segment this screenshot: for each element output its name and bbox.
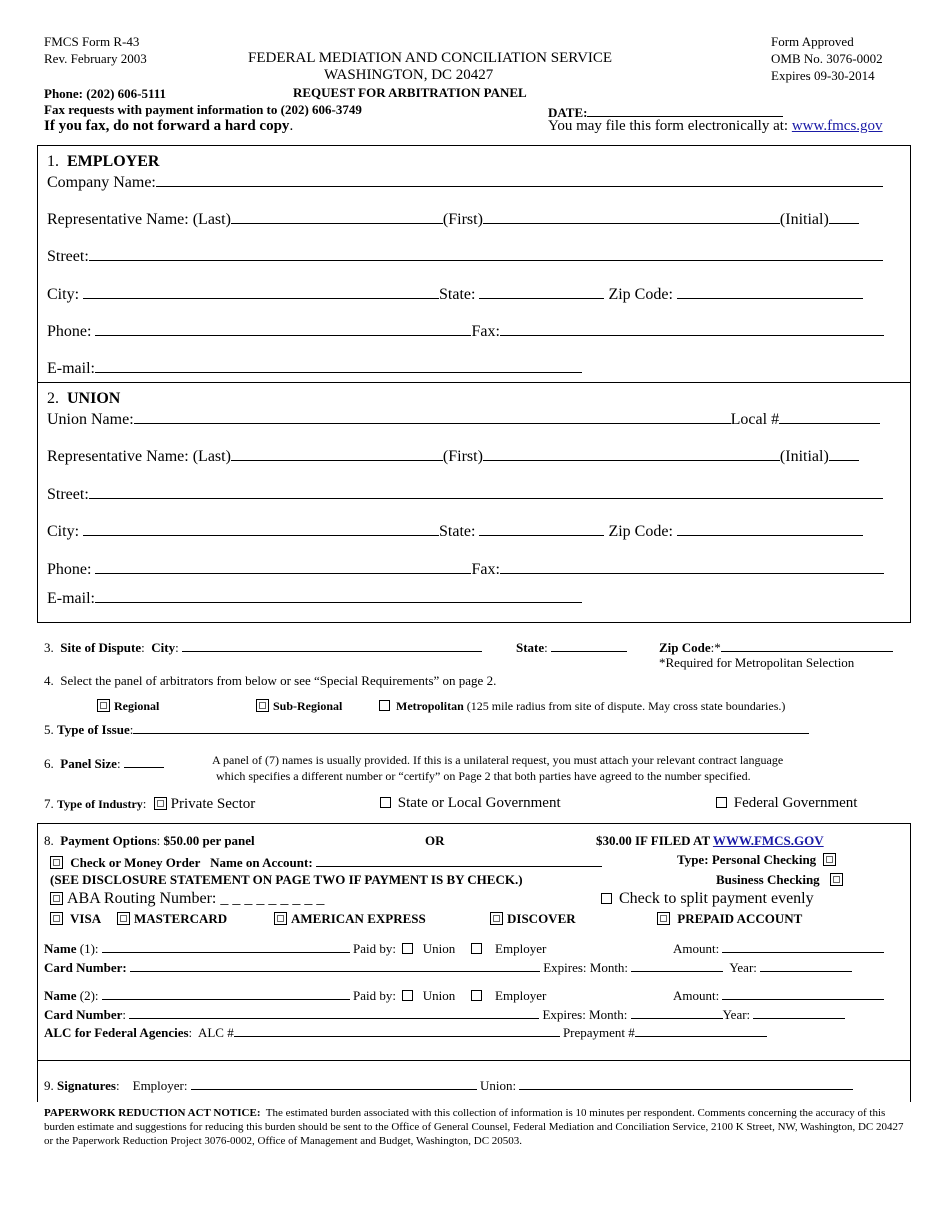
metropolitan-checkbox[interactable] — [379, 700, 390, 711]
prepaid-checkbox[interactable] — [657, 912, 670, 925]
union-zip-field[interactable] — [677, 521, 863, 536]
union-heading: 2. UNION — [47, 390, 121, 407]
union-street-field[interactable] — [89, 484, 883, 499]
employer-rep-last-field[interactable] — [231, 209, 443, 224]
name1-field[interactable] — [102, 938, 350, 953]
employer-city-field[interactable] — [83, 284, 439, 299]
issue-row: 5. Type of Issue: — [44, 719, 809, 738]
panel-row: 4. Select the panel of arbitrators from below or see “Special Requirements” on page 2. — [44, 673, 497, 688]
industry-row: 7. Type of Industry: Private Sector — [44, 796, 256, 812]
signatures-row: 9. Signatures: Employer: Union: — [44, 1075, 853, 1094]
industry-federal[interactable]: Federal Government — [713, 795, 857, 812]
employer-street-field[interactable] — [89, 246, 883, 261]
union-name-field[interactable] — [134, 409, 731, 424]
union-phone-row: Phone: Fax: — [47, 559, 884, 579]
employer-street-row: Street: — [47, 246, 883, 266]
union-email-field[interactable] — [95, 588, 582, 603]
date-label: DATE: — [548, 102, 783, 121]
prepayment-field[interactable] — [635, 1022, 767, 1037]
panel-regional[interactable]: Regional — [93, 699, 159, 714]
union-city-row: City: State: Zip Code: — [47, 521, 863, 541]
payment-online: $30.00 IF FILED AT WWW.FMCS.GOV — [596, 833, 824, 848]
alc-row: ALC for Federal Agencies: ALC # Prepayment # — [44, 1022, 767, 1041]
form-approved: Form Approved — [771, 34, 854, 49]
union-name-row: Union Name: Local # — [47, 409, 880, 429]
name2-field[interactable] — [102, 985, 350, 1000]
site-row: 3. Site of Dispute: City: — [44, 637, 482, 656]
union-rep-initial-field[interactable] — [829, 446, 859, 461]
revision: Rev. February 2003 — [44, 51, 147, 66]
employer-phone-field[interactable] — [95, 321, 471, 336]
expires1-year-field[interactable] — [760, 957, 852, 972]
employer-rep-row: Representative Name: (Last) (First) (Initial) — [47, 209, 859, 229]
discover-checkbox[interactable] — [490, 912, 503, 925]
subregional-checkbox[interactable] — [256, 699, 269, 712]
visa-checkbox[interactable] — [50, 912, 63, 925]
card1-field[interactable] — [130, 957, 540, 972]
efile-note: You may file this form electronically at: www.fmcs.gov — [548, 118, 883, 134]
check-money-order-checkbox[interactable] — [50, 856, 63, 869]
form-id: FMCS Form R-43 — [44, 34, 140, 49]
union-rep-last-field[interactable] — [231, 446, 443, 461]
union-email-row: E-mail: — [47, 588, 582, 608]
employer-signature-field[interactable] — [191, 1075, 477, 1090]
employer-email-row: E-mail: — [47, 358, 582, 378]
employer-email-field[interactable] — [95, 358, 582, 373]
aba-checkbox[interactable] — [50, 892, 63, 905]
panel-size-field[interactable] — [124, 753, 164, 768]
expires1-month-field[interactable] — [631, 957, 723, 972]
aba-row: ABA Routing Number: _ _ _ _ _ _ _ _ _ — [46, 890, 324, 908]
discover-option[interactable]: DISCOVER — [486, 911, 576, 927]
panel-size-note-1: A panel of (7) names is usually provided. If this is a unilateral request, you must attach your relevant contract language — [212, 753, 784, 767]
fmcs-payment-link[interactable]: WWW.FMCS.GOV — [712, 833, 824, 848]
paperwork-notice: PAPERWORK REDUCTION ACT NOTICE: The estimated burden associated with this collection of information is 10 minutes per respondent. Comments concerning the accuracy of this burden estimate and suggestions for reducing this burden should be sent to the Office of General Counsel, Federal Mediation and Conciliation Service, 2100 K Street, NW, Washington, DC 20427 or the Paperwork Reduction Project 3076-0002, Office of Management and Budget, Washington, DC 20503. — [44, 1107, 904, 1147]
employer-company-row: Company Name: — [47, 172, 883, 192]
union-signature-field[interactable] — [519, 1075, 853, 1090]
amex-checkbox[interactable] — [274, 912, 287, 925]
site-zip-note: *Required for Metropolitan Selection — [659, 655, 855, 670]
amount2-row: Amount: — [673, 985, 884, 1004]
panel-metropolitan[interactable]: Metropolitan (125 mile radius from site of dispute. May cross state boundaries.) — [376, 699, 785, 714]
panel-size-row: 6. Panel Size: — [44, 753, 164, 772]
amex-option[interactable]: AMERICAN EXPRESS — [270, 911, 426, 927]
omb-number: OMB No. 3076-0002 — [771, 51, 883, 66]
fmcs-link[interactable]: www.fmcs.gov — [791, 118, 883, 134]
alc-field[interactable] — [234, 1022, 560, 1037]
personal-checking-checkbox[interactable] — [823, 853, 836, 866]
regional-checkbox[interactable] — [97, 699, 110, 712]
date-field[interactable] — [587, 102, 783, 117]
name1-union-checkbox[interactable] — [402, 943, 413, 954]
employer-company-field[interactable] — [156, 172, 883, 187]
employer-state-field[interactable] — [479, 284, 604, 299]
site-zip-row: Zip Code:* — [659, 637, 893, 656]
union-rep-row: Representative Name: (Last) (First) (Initial) — [47, 446, 859, 466]
business-checking-checkbox[interactable] — [830, 873, 843, 886]
name1-employer-checkbox[interactable] — [471, 943, 482, 954]
fax-number: Fax requests with payment information to (202) 606-3749 — [44, 102, 362, 117]
business-checking[interactable]: Business Checking — [716, 872, 847, 888]
employer-fax-field[interactable] — [500, 321, 884, 336]
panel-size-note-2: which specifies a different number or “certify” on Page 2 that both parties have agreed to the number specified. — [216, 769, 751, 783]
issue-field[interactable] — [133, 719, 809, 734]
employer-zip-field[interactable] — [677, 284, 863, 299]
union-street-row: Street: — [47, 484, 883, 504]
aba-routing-field[interactable]: _ _ _ _ _ _ _ _ _ — [220, 890, 325, 907]
amount1-row: Amount: — [673, 938, 884, 957]
employer-rep-initial-field[interactable] — [829, 209, 859, 224]
site-zip-field[interactable] — [721, 637, 893, 652]
form-title: REQUEST FOR ARBITRATION PANEL — [293, 85, 527, 100]
expires2-month-field[interactable] — [631, 1004, 723, 1019]
mastercard-option[interactable]: MASTERCARD — [113, 911, 227, 927]
mastercard-checkbox[interactable] — [117, 912, 130, 925]
union-fax-field[interactable] — [500, 559, 884, 574]
name2-employer-checkbox[interactable] — [471, 990, 482, 1001]
check-row: Check or Money Order Name on Account: — [46, 852, 602, 871]
site-state-row: State: — [516, 637, 627, 656]
industry-state-local[interactable]: State or Local Government — [377, 795, 561, 812]
fax-note: If you fax, do not forward a hard copy. — [44, 118, 294, 134]
card2-row: Card Number: Expires: Month: Year: — [44, 1004, 845, 1023]
amount1-field[interactable] — [722, 938, 884, 953]
employer-rep-first-field[interactable] — [483, 209, 780, 224]
split-payment[interactable]: Check to split payment evenly — [598, 890, 814, 908]
site-state-field[interactable] — [551, 637, 627, 652]
union-rep-first-field[interactable] — [483, 446, 780, 461]
payment-heading: 8. Payment Options: $50.00 per panel — [44, 833, 255, 848]
prepaid-option[interactable]: PREPAID ACCOUNT — [653, 911, 802, 927]
card1-row: Card Number: Expires: Month: Year: — [44, 957, 852, 976]
employer-city-row: City: State: Zip Code: — [47, 284, 863, 304]
site-city-field[interactable] — [182, 637, 482, 652]
expires2-year-field[interactable] — [753, 1004, 845, 1019]
employer-phone-row: Phone: Fax: — [47, 321, 884, 341]
payment-or: OR — [425, 833, 445, 848]
agency-city: WASHINGTON, DC 20427 — [324, 67, 494, 83]
union-city-field[interactable] — [83, 521, 439, 536]
account-name-field[interactable] — [316, 852, 602, 867]
name1-row: Name (1): Paid by: Union Employer — [44, 938, 546, 957]
union-phone-field[interactable] — [95, 559, 471, 574]
employer-heading: 1. EMPLOYER — [47, 153, 160, 170]
split-payment-checkbox[interactable] — [601, 893, 612, 904]
visa-option[interactable]: VISA — [46, 911, 101, 927]
panel-subregional[interactable]: Sub-Regional — [252, 699, 342, 714]
name2-union-checkbox[interactable] — [402, 990, 413, 1001]
disclosure-note: (SEE DISCLOSURE STATEMENT ON PAGE TWO IF PAYMENT IS BY CHECK.) — [50, 872, 523, 887]
union-state-field[interactable] — [479, 521, 604, 536]
card2-field[interactable] — [129, 1004, 539, 1019]
personal-checking[interactable]: Type: Personal Checking — [677, 852, 840, 868]
agency-name: FEDERAL MEDIATION AND CONCILIATION SERVICE — [248, 50, 613, 66]
expiration: Expires 09-30-2014 — [771, 68, 875, 83]
divider — [37, 382, 911, 383]
state-local-checkbox[interactable] — [380, 797, 391, 808]
private-sector-checkbox[interactable] — [154, 797, 167, 810]
name2-row: Name (2): Paid by: Union Employer — [44, 985, 546, 1004]
union-local-field[interactable] — [779, 409, 880, 424]
amount2-field[interactable] — [722, 985, 884, 1000]
phone-number: Phone: (202) 606-5111 — [44, 86, 167, 101]
federal-checkbox[interactable] — [716, 797, 727, 808]
